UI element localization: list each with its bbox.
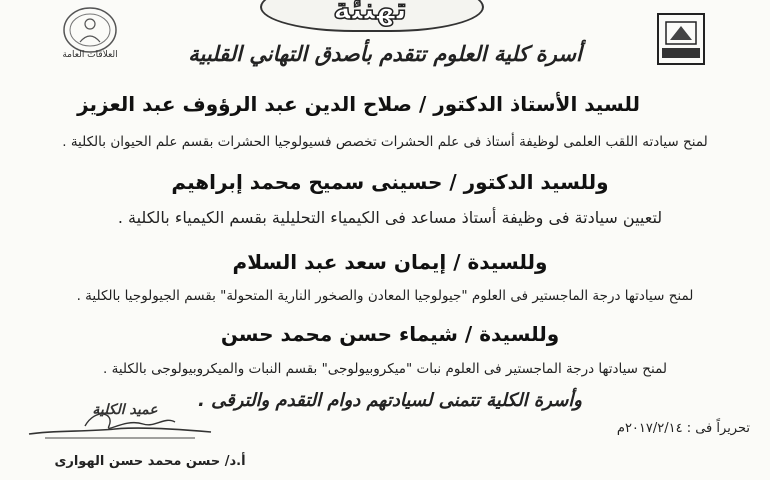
entry-detail: لمنح سيادتها درجة الماجستير فى العلوم نبات "ميكروبيولوجى" بقسم النبات والميكروبيولوجى بالكلية . xyxy=(103,361,667,377)
public-relations-caption: العلاقات العامة xyxy=(62,50,118,60)
closing-line: وأسرة الكلية تتمنى لسيادتهم دوام التقدم والترقى . xyxy=(198,390,582,411)
entry-detail: لتعيين سيادتة فى وظيفة أستاذ مساعد فى الكيمياء التحليلية بقسم الكيمياء بالكلية . xyxy=(117,208,663,227)
entry-name: وللسيدة / إيمان سعد عبد السلام xyxy=(232,250,548,274)
dean-name: أ.د/ حسن محمد حسن الهوارى xyxy=(54,454,246,469)
congratulations-header: أسرة كلية العلوم تتقدم بأصدق التهاني القلبية xyxy=(188,42,582,66)
entry-name: وللسيدة / شيماء حسن محمد حسن xyxy=(220,322,560,346)
entry-detail: لمنح سيادتها درجة الماجستير فى العلوم "جيولوجيا المعادن والصخور النارية المتحولة" بقسم الجيولوجيا بالكلية . xyxy=(76,288,694,304)
entry-name: للسيد الأستاذ الدكتور / صلاح الدين عبد الرؤوف عبد العزيز xyxy=(77,92,640,116)
university-logo-icon xyxy=(652,10,710,68)
page-title: تهنئة xyxy=(333,0,407,27)
entry-name: وللسيد الدكتور / حسينى سميح محمد إبراهيم xyxy=(171,170,609,194)
issue-date: تحريراً فى : ٢٠١٧/٢/١٤م xyxy=(616,421,750,436)
dean-label: عميد الكلية xyxy=(92,402,158,418)
entry-detail: لمنح سيادته اللقب العلمى لوظيفة أستاذ فى علم الحشرات تخصص فسيولوجيا الحشرات بقسم علم الحيوان بالكلية . xyxy=(62,134,708,150)
